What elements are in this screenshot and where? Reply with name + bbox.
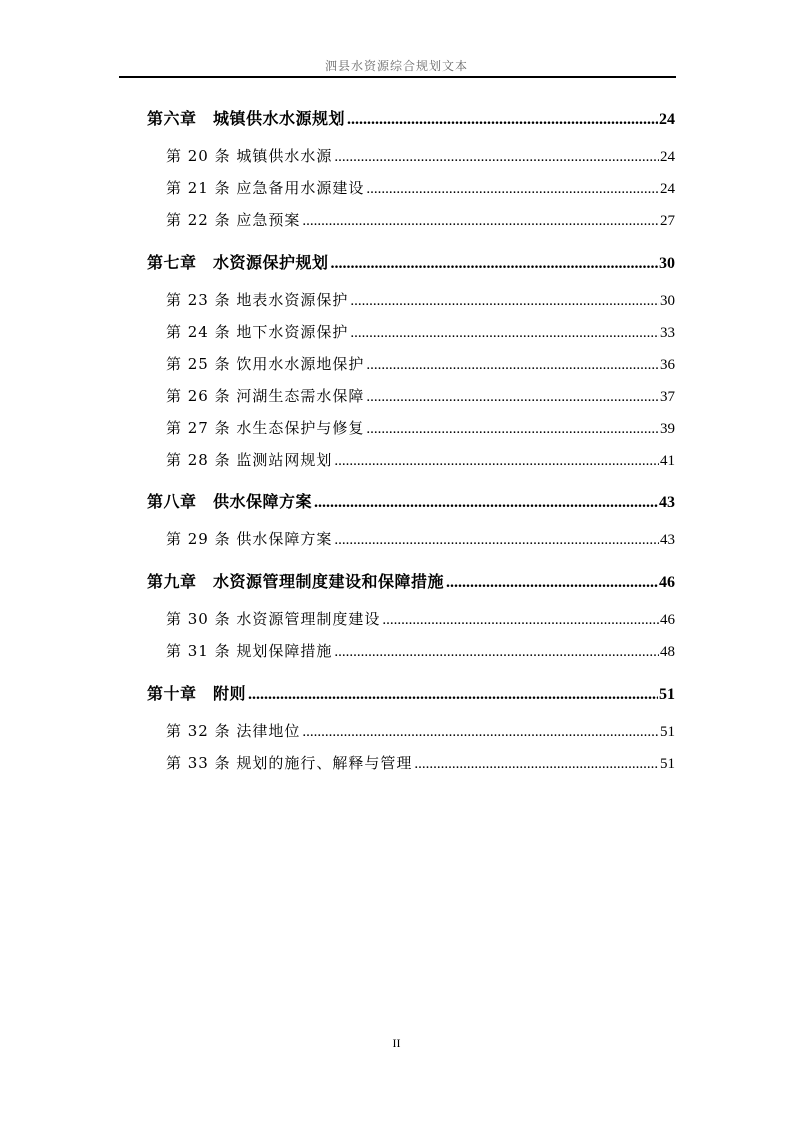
toc-entry-page: 24 xyxy=(660,149,675,165)
toc-entry-page: 24 xyxy=(659,111,675,128)
toc-entry-page: 27 xyxy=(660,213,675,229)
page-number: II xyxy=(392,1036,401,1050)
toc-entry-page: 51 xyxy=(659,686,675,703)
toc-entry-page: 39 xyxy=(660,421,675,437)
toc-entry-page: 30 xyxy=(660,293,675,309)
toc-entry-title: 第六章 城镇供水水源规划 xyxy=(147,109,346,128)
toc-entry-title: 第 32 条 法律地位 xyxy=(166,722,301,740)
toc-article-entry[interactable] xyxy=(166,385,675,406)
toc-entry-page: 48 xyxy=(660,644,675,660)
toc-entry-page: 24 xyxy=(660,181,675,197)
dot-leader xyxy=(334,644,659,661)
dot-leader xyxy=(414,756,659,773)
toc-chapter-entry[interactable] xyxy=(147,106,675,129)
toc-chapter-entry[interactable] xyxy=(147,250,675,273)
toc-entry-title: 第 30 条 水资源管理制度建设 xyxy=(166,610,381,628)
dot-leader xyxy=(382,612,659,629)
dot-leader xyxy=(302,724,659,741)
toc-entry-title: 第 25 条 饮用水水源地保护 xyxy=(166,355,365,373)
dot-leader xyxy=(366,389,659,406)
toc-article-entry[interactable] xyxy=(166,752,675,773)
toc-article-entry[interactable] xyxy=(166,209,675,230)
toc-entry-title: 第 33 条 规划的施行、解释与管理 xyxy=(166,754,413,772)
toc-chapter-entry[interactable] xyxy=(147,489,675,512)
dot-leader xyxy=(334,532,659,549)
dot-leader xyxy=(302,213,659,230)
toc-entry-page: 41 xyxy=(660,453,675,469)
toc-entry-page: 43 xyxy=(660,532,675,548)
toc-entry-title: 第 31 条 规划保障措施 xyxy=(166,642,333,660)
dot-leader xyxy=(334,453,659,470)
dot-leader xyxy=(366,181,659,198)
running-header: 泗县水资源综合规划文本 xyxy=(324,59,468,73)
toc-article-entry[interactable] xyxy=(166,417,675,438)
toc-article-entry[interactable] xyxy=(166,640,675,661)
toc-entry-title: 第 22 条 应急预案 xyxy=(166,211,301,229)
dot-leader xyxy=(347,111,658,129)
toc-chapter-entry[interactable] xyxy=(147,681,675,704)
toc-entry-page: 46 xyxy=(660,612,675,628)
toc-article-entry[interactable] xyxy=(166,449,675,470)
toc-entry-title: 第 28 条 监测站网规划 xyxy=(166,451,333,469)
dot-leader xyxy=(350,293,659,310)
toc-article-entry[interactable] xyxy=(166,608,675,629)
toc-entry-page: 30 xyxy=(659,255,675,272)
toc-entry-page: 43 xyxy=(659,494,675,511)
toc-entry-title: 第 26 条 河湖生态需水保障 xyxy=(166,387,365,405)
toc-article-entry[interactable] xyxy=(166,145,675,166)
toc-article-entry[interactable] xyxy=(166,177,675,198)
toc-entry-page: 33 xyxy=(660,325,675,341)
toc-entry-title: 第 21 条 应急备用水源建设 xyxy=(166,179,365,197)
toc-entry-title: 第 29 条 供水保障方案 xyxy=(166,530,333,548)
toc-entry-page: 51 xyxy=(660,724,675,740)
toc-entry-title: 第七章 水资源保护规划 xyxy=(147,253,329,272)
toc-article-entry[interactable] xyxy=(166,321,675,342)
toc-entry-page: 46 xyxy=(659,574,675,591)
dot-leader xyxy=(350,325,659,342)
dot-leader xyxy=(248,686,658,704)
toc-entry-title: 第 24 条 地下水资源保护 xyxy=(166,323,349,341)
dot-leader xyxy=(446,574,658,592)
toc-entry-page: 36 xyxy=(660,357,675,373)
toc-article-entry[interactable] xyxy=(166,720,675,741)
dot-leader xyxy=(334,149,659,166)
toc-entry-page: 37 xyxy=(660,389,675,405)
toc-article-entry[interactable] xyxy=(166,353,675,374)
toc-entry-title: 第十章 附则 xyxy=(147,684,247,703)
toc-entry-page: 51 xyxy=(660,756,675,772)
dot-leader xyxy=(366,421,659,438)
dot-leader xyxy=(331,255,658,273)
toc-article-entry[interactable] xyxy=(166,289,675,310)
toc-entry-title: 第 27 条 水生态保护与修复 xyxy=(166,419,365,437)
toc-entry-title: 第 20 条 城镇供水水源 xyxy=(166,147,333,165)
toc-chapter-entry[interactable] xyxy=(147,569,675,592)
toc-entry-title: 第 23 条 地表水资源保护 xyxy=(166,291,349,309)
dot-leader xyxy=(366,357,659,374)
dot-leader xyxy=(314,494,658,512)
toc-article-entry[interactable] xyxy=(166,528,675,549)
toc-entry-title: 第九章 水资源管理制度建设和保障措施 xyxy=(147,572,445,591)
toc-entry-title: 第八章 供水保障方案 xyxy=(147,492,313,511)
